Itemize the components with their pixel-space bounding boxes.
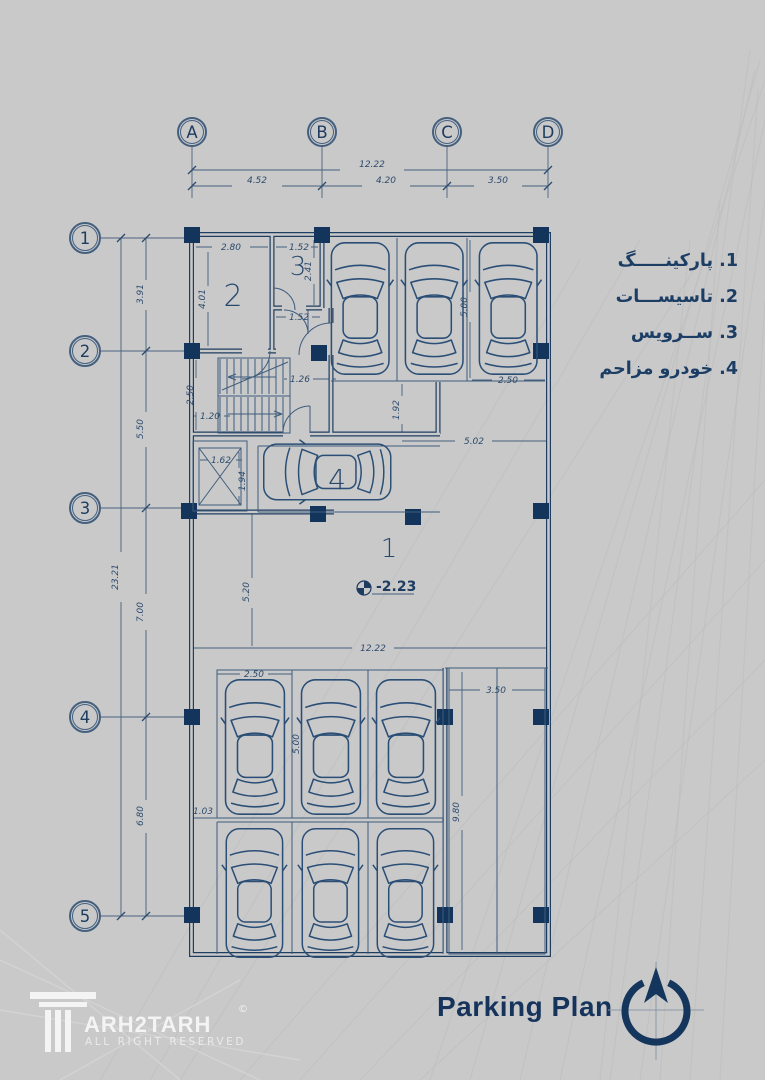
- dimension-label: 5.02: [463, 437, 485, 447]
- dimension-label: 3.91: [136, 283, 146, 305]
- grid-row-label-4: 4: [79, 708, 91, 727]
- dimension-label: 1.20: [199, 412, 221, 422]
- logo: [30, 992, 260, 1062]
- dimension-label: 5.20: [242, 581, 252, 603]
- dimension-label: 4.52: [246, 176, 268, 186]
- dimension-label: 1.26: [289, 375, 311, 385]
- copyright-mark: ©: [238, 1004, 248, 1015]
- zone-label-blocking-car: 4: [328, 463, 346, 496]
- dimension-label: 1.03: [192, 807, 214, 817]
- dimension-labels: [111, 160, 518, 826]
- car-icon: [222, 829, 287, 957]
- dimension-label: 5.50: [136, 418, 146, 440]
- grid-row-label-5: 5: [79, 907, 91, 926]
- grid-column-label-d: D: [541, 123, 555, 142]
- car-icon: [298, 829, 363, 957]
- legend: [568, 251, 738, 395]
- legend-item-parking: 1. پارکینـــــگ: [617, 251, 738, 271]
- north-arrow-icon: [608, 958, 704, 1062]
- car-icon: [327, 243, 394, 374]
- dimension-label: 5.00: [292, 733, 302, 755]
- dimension-label: 6.80: [136, 805, 146, 827]
- zone-label-parking: 1: [380, 534, 398, 564]
- dimension-label: 12.22: [359, 160, 385, 170]
- car-icon: [401, 243, 468, 374]
- dimension-label: 3.50: [487, 176, 509, 186]
- dimension-label: 23.21: [111, 564, 121, 590]
- car-icon: [475, 243, 542, 374]
- dimension-label: 2.80: [220, 243, 242, 253]
- structural-columns: [181, 227, 549, 923]
- drawing-title: Parking Plan: [437, 991, 613, 1022]
- level-marker: [357, 579, 416, 595]
- dimension-label: 9.80: [452, 801, 462, 823]
- car-icon: [373, 829, 438, 957]
- grid-column-label-c: C: [441, 123, 453, 142]
- legend-item-service: 3. ســرویس: [630, 323, 738, 343]
- dimension-label: 3.50: [485, 686, 507, 696]
- car-icon: [372, 680, 440, 814]
- zone-label-service: 3: [289, 252, 307, 282]
- dimension-label: 2.41: [304, 260, 314, 282]
- dimension-label: 1.62: [210, 456, 232, 466]
- car-icon: [221, 680, 289, 814]
- dimension-label: 4.20: [375, 176, 397, 186]
- dimension-label: 1.52: [288, 313, 310, 323]
- grid-row-label-2: 2: [79, 342, 91, 361]
- legend-item-blocking-car: 4. خودرو مزاحم: [599, 359, 738, 379]
- dimension-label: 7.00: [136, 601, 146, 623]
- dimension-label: 1.92: [392, 399, 402, 421]
- grid-row-label-1: 1: [79, 229, 91, 248]
- level-value: -2.23: [376, 579, 417, 595]
- dimension-label: 1.94: [238, 470, 248, 492]
- grid-column-label-a: A: [186, 123, 198, 142]
- stairs: [218, 358, 290, 433]
- dimension-label: 5.00: [460, 296, 470, 318]
- dimension-label: 2.50: [186, 384, 196, 406]
- dimension-label: 4.01: [198, 288, 208, 310]
- parking-stalls: [217, 238, 545, 954]
- logo-subtext: ALL RIGHT RESERVED: [85, 1036, 247, 1048]
- dimension-label: 2.50: [497, 376, 519, 386]
- dimension-lines: [121, 170, 548, 950]
- dimension-label: 1.52: [288, 243, 310, 253]
- car-icon: [297, 680, 365, 814]
- zone-label-facilities: 2: [223, 279, 243, 314]
- grid-row-label-3: 3: [79, 499, 91, 518]
- grid-column-label-b: B: [316, 123, 328, 142]
- dimension-label: 12.22: [360, 644, 386, 654]
- dimension-label: 2.50: [243, 670, 265, 680]
- logo-text: ARH2TARH: [84, 1012, 212, 1037]
- legend-item-facilities: 2. تاسیســـات: [615, 287, 738, 307]
